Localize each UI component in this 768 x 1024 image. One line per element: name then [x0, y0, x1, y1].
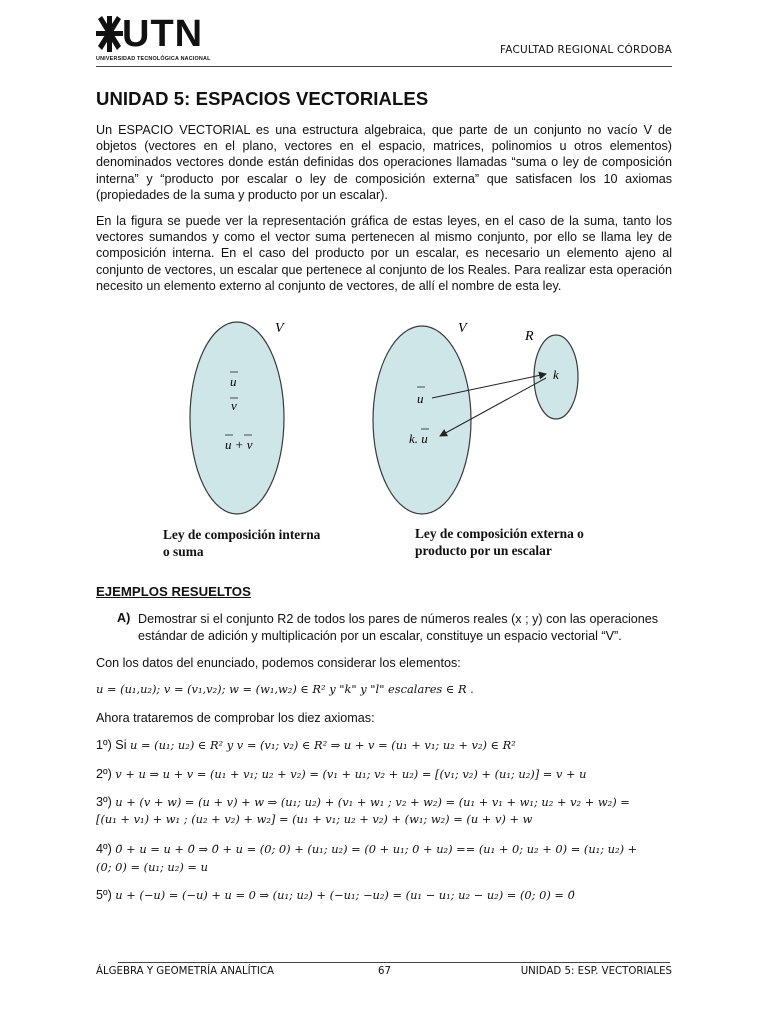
footer-subject: ÁLGEBRA Y GEOMETRÍA ANALÍTICA — [96, 966, 274, 977]
elements-definition: u = (u₁,u₂); v = (v₁,v₂); w = (w₁,w₂) ∈ R² y "k" y "l" escalares ∈ R . — [96, 682, 474, 696]
axiom-4: 4º) 0̄ + u = u + 0̄ ⇒ 0̄ + u = (0; 0) + (u₁; u₂) = (0 + u₁; 0 + u₂) == (u₁ + 0; u₂ + 0) = (u₁; u₂) + — [96, 842, 638, 856]
left-set-ellipse — [190, 322, 284, 514]
right-u: u — [417, 391, 424, 406]
paragraph-figure-explanation: En la figura se puede ver la representación gráfica de estas leyes, en el caso de la suma, tanto los vectores sumandos y como el vector suma pertenecen al mismo conjunto, por ello se llama ley de composición interna. En el caso del producto por un escalar, es necesario un elemento ajeno al conjunto de vectores, un escalar que pertenece al conjunto de los Reales. Para realizar esta operación necesito un elemento externo al conjunto de vectores, de allí el nombre de esta ley. — [96, 214, 672, 293]
right-set-label: V — [458, 321, 467, 336]
axiom-4-continued: (0; 0) = (u₁; u₂) = u — [96, 860, 208, 874]
header-divider — [96, 66, 672, 67]
left-set-label: V — [275, 321, 284, 336]
axioms-intro: Ahora trataremos de comprobar los diez axiomas: — [96, 711, 375, 725]
example-a-statement: Demostrar si el conjunto R2 de todos los pares de números reales (x ; y) con las operaciones estándar de adición y multiplicación por un escalar, constituye un espacio vectorial “V”. — [138, 612, 659, 643]
footer-divider — [118, 962, 670, 963]
examples-heading: EJEMPLOS RESUELTOS — [96, 584, 251, 599]
logo-subtitle: UNIVERSIDAD TECNOLÓGICA NACIONAL — [96, 56, 211, 62]
paragraph-definition: Un ESPACIO VECTORIAL es una estructura algebraica, que parte de un conjunto no vacío V de objetos (vectores en el plano, vectores en el espacio, matrices, polinomios u otros elementos) denominados vectores donde están definidas dos operaciones llamadas “suma o ley de composición interna” y “producto por escalar o ley de composición externa” que satisfacen los 10 axiomas (propiedades de la suma y producto por un escalar). — [96, 123, 672, 202]
caption-external-law: Ley de composición externa o producto por un escalar — [415, 526, 584, 558]
page-number: 67 — [378, 966, 391, 977]
example-a-label: A) — [117, 611, 131, 625]
datos-intro: Con los datos del enunciado, podemos considerar los elementos: — [96, 656, 461, 670]
right-set-ellipse — [373, 326, 471, 514]
left-v: v — [231, 398, 237, 413]
left-u: u — [230, 374, 237, 389]
axiom-3-continued: [(u₁ + v₁) + w₁ ; (u₂ + v₂) + w₂] = (u₁ + v₁; u₂ + v₂) + (w₁; w₂) = (u + v) + w — [96, 812, 533, 826]
caption-internal-law: Ley de composición interna o suma — [163, 527, 321, 559]
axiom-1: 1º) Si u = (u₁; u₂) ∈ R² y v = (v₁; v₂) ∈ R² ⇒ u + v = (u₁ + v₁; u₂ + v₂) ∈ R² — [96, 738, 516, 752]
axiom-2: 2º) v + u ⇒ u + v = (u₁ + v₁; u₂ + v₂) = (v₁ + u₁; v₂ + u₂) = [(v₁; v₂) + (u₁; u₂)] = v + u — [96, 767, 587, 781]
axiom-3: 3º) u + (v + w) = (u + v) + w ⇒ (u₁; u₂) + (v₁ + w₁ ; v₂ + w₂) = (u₁ + v₁ + w₁; u₂ + v₂ + w₂) = — [96, 795, 630, 809]
axiom-5: 5º) u + (−u) = (−u) + u = 0 ⇒ (u₁; u₂) + (−u₁; −u₂) = (u₁ − u₁; u₂ − u₂) = (0; 0) = 0̄ — [96, 888, 575, 902]
scalar-k: k — [553, 367, 559, 382]
logo-text: UTN — [122, 13, 204, 55]
page-title: UNIDAD 5: ESPACIOS VECTORIALES — [96, 88, 429, 109]
faculty-name: FACULTAD REGIONAL CÓRDOBA — [500, 44, 672, 56]
footer-unit: UNIDAD 5: ESP. VECTORIALES — [520, 966, 672, 977]
right-ku: k. u — [409, 431, 428, 446]
left-sum: u + v — [225, 437, 253, 452]
scalar-set-label: R — [525, 329, 534, 344]
